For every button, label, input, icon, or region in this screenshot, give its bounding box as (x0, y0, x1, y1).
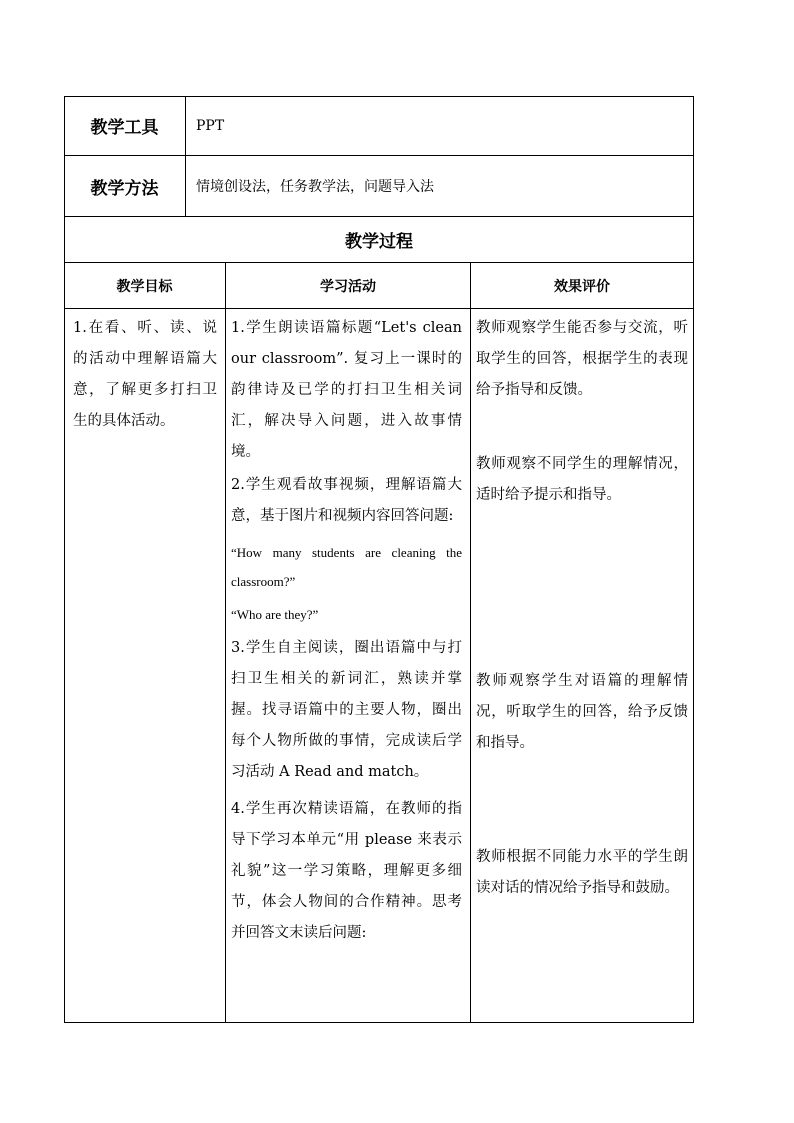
activity-1: 1.学生朗读语篇标题“Let's clean our classroom”. 复习上一课时的韵律诗及已学的打扫卫生相关词汇，解决导入问题，进入故事情境。 (231, 320, 462, 460)
activity-4: 4.学生再次精读语篇，在教师的指导下学习本单元“用 please 来表示礼貌”这一学习策略，理解更多细节，体会人物间的合作精神。思考并回答文末读后问题: (231, 801, 462, 941)
methods-label: 教学方法 (90, 178, 159, 199)
evaluation-3: 教师观察学生对语篇的理解情况，听取学生的回答，给予反馈和指导。 (476, 673, 688, 751)
column-divider (225, 262, 226, 1023)
activity-question-1: “How many students are cleaning the classroom?” (231, 545, 462, 589)
column-divider (470, 262, 471, 1023)
goal-text: 1.在看、听、读、说的活动中理解语篇大意，了解更多打扫卫生的具体活动。 (73, 320, 217, 429)
column-header-evaluation: 效果评价 (554, 278, 610, 295)
evaluation-2: 教师观察不同学生的理解情况，适时给予提示和指导。 (476, 456, 688, 503)
column-header-activity: 学习活动 (320, 278, 376, 295)
evaluation-4: 教师根据不同能力水平的学生朗读对话的情况给予指导和鼓励。 (476, 849, 688, 896)
activity-2: 2.学生观看故事视频，理解语篇大意，基于图片和视频内容回答问题: (231, 477, 462, 524)
process-title: 教学过程 (345, 232, 413, 252)
tools-label: 教学工具 (90, 118, 159, 138)
tools-value: PPT (196, 117, 225, 134)
methods-value: 情境创设法，任务教学法，问题导入法 (196, 179, 434, 195)
column-header-goal: 教学目标 (116, 278, 173, 295)
activity-question-2: “Who are they?” (231, 607, 319, 622)
table-border-bottom (64, 1022, 694, 1023)
evaluation-1: 教师观察学生能否参与交流，听取学生的回答，根据学生的表现给予指导和反馈。 (476, 320, 688, 398)
row-divider (64, 308, 694, 309)
activity-3: 3.学生自主阅读，圈出语篇中与打扫卫生相关的新词汇，熟读并掌握。找寻语篇中的主要人物，圈出每个人物所做的事情，完成读后学习活动 A Read and match。 (231, 640, 462, 780)
activities-column (231, 313, 462, 949)
